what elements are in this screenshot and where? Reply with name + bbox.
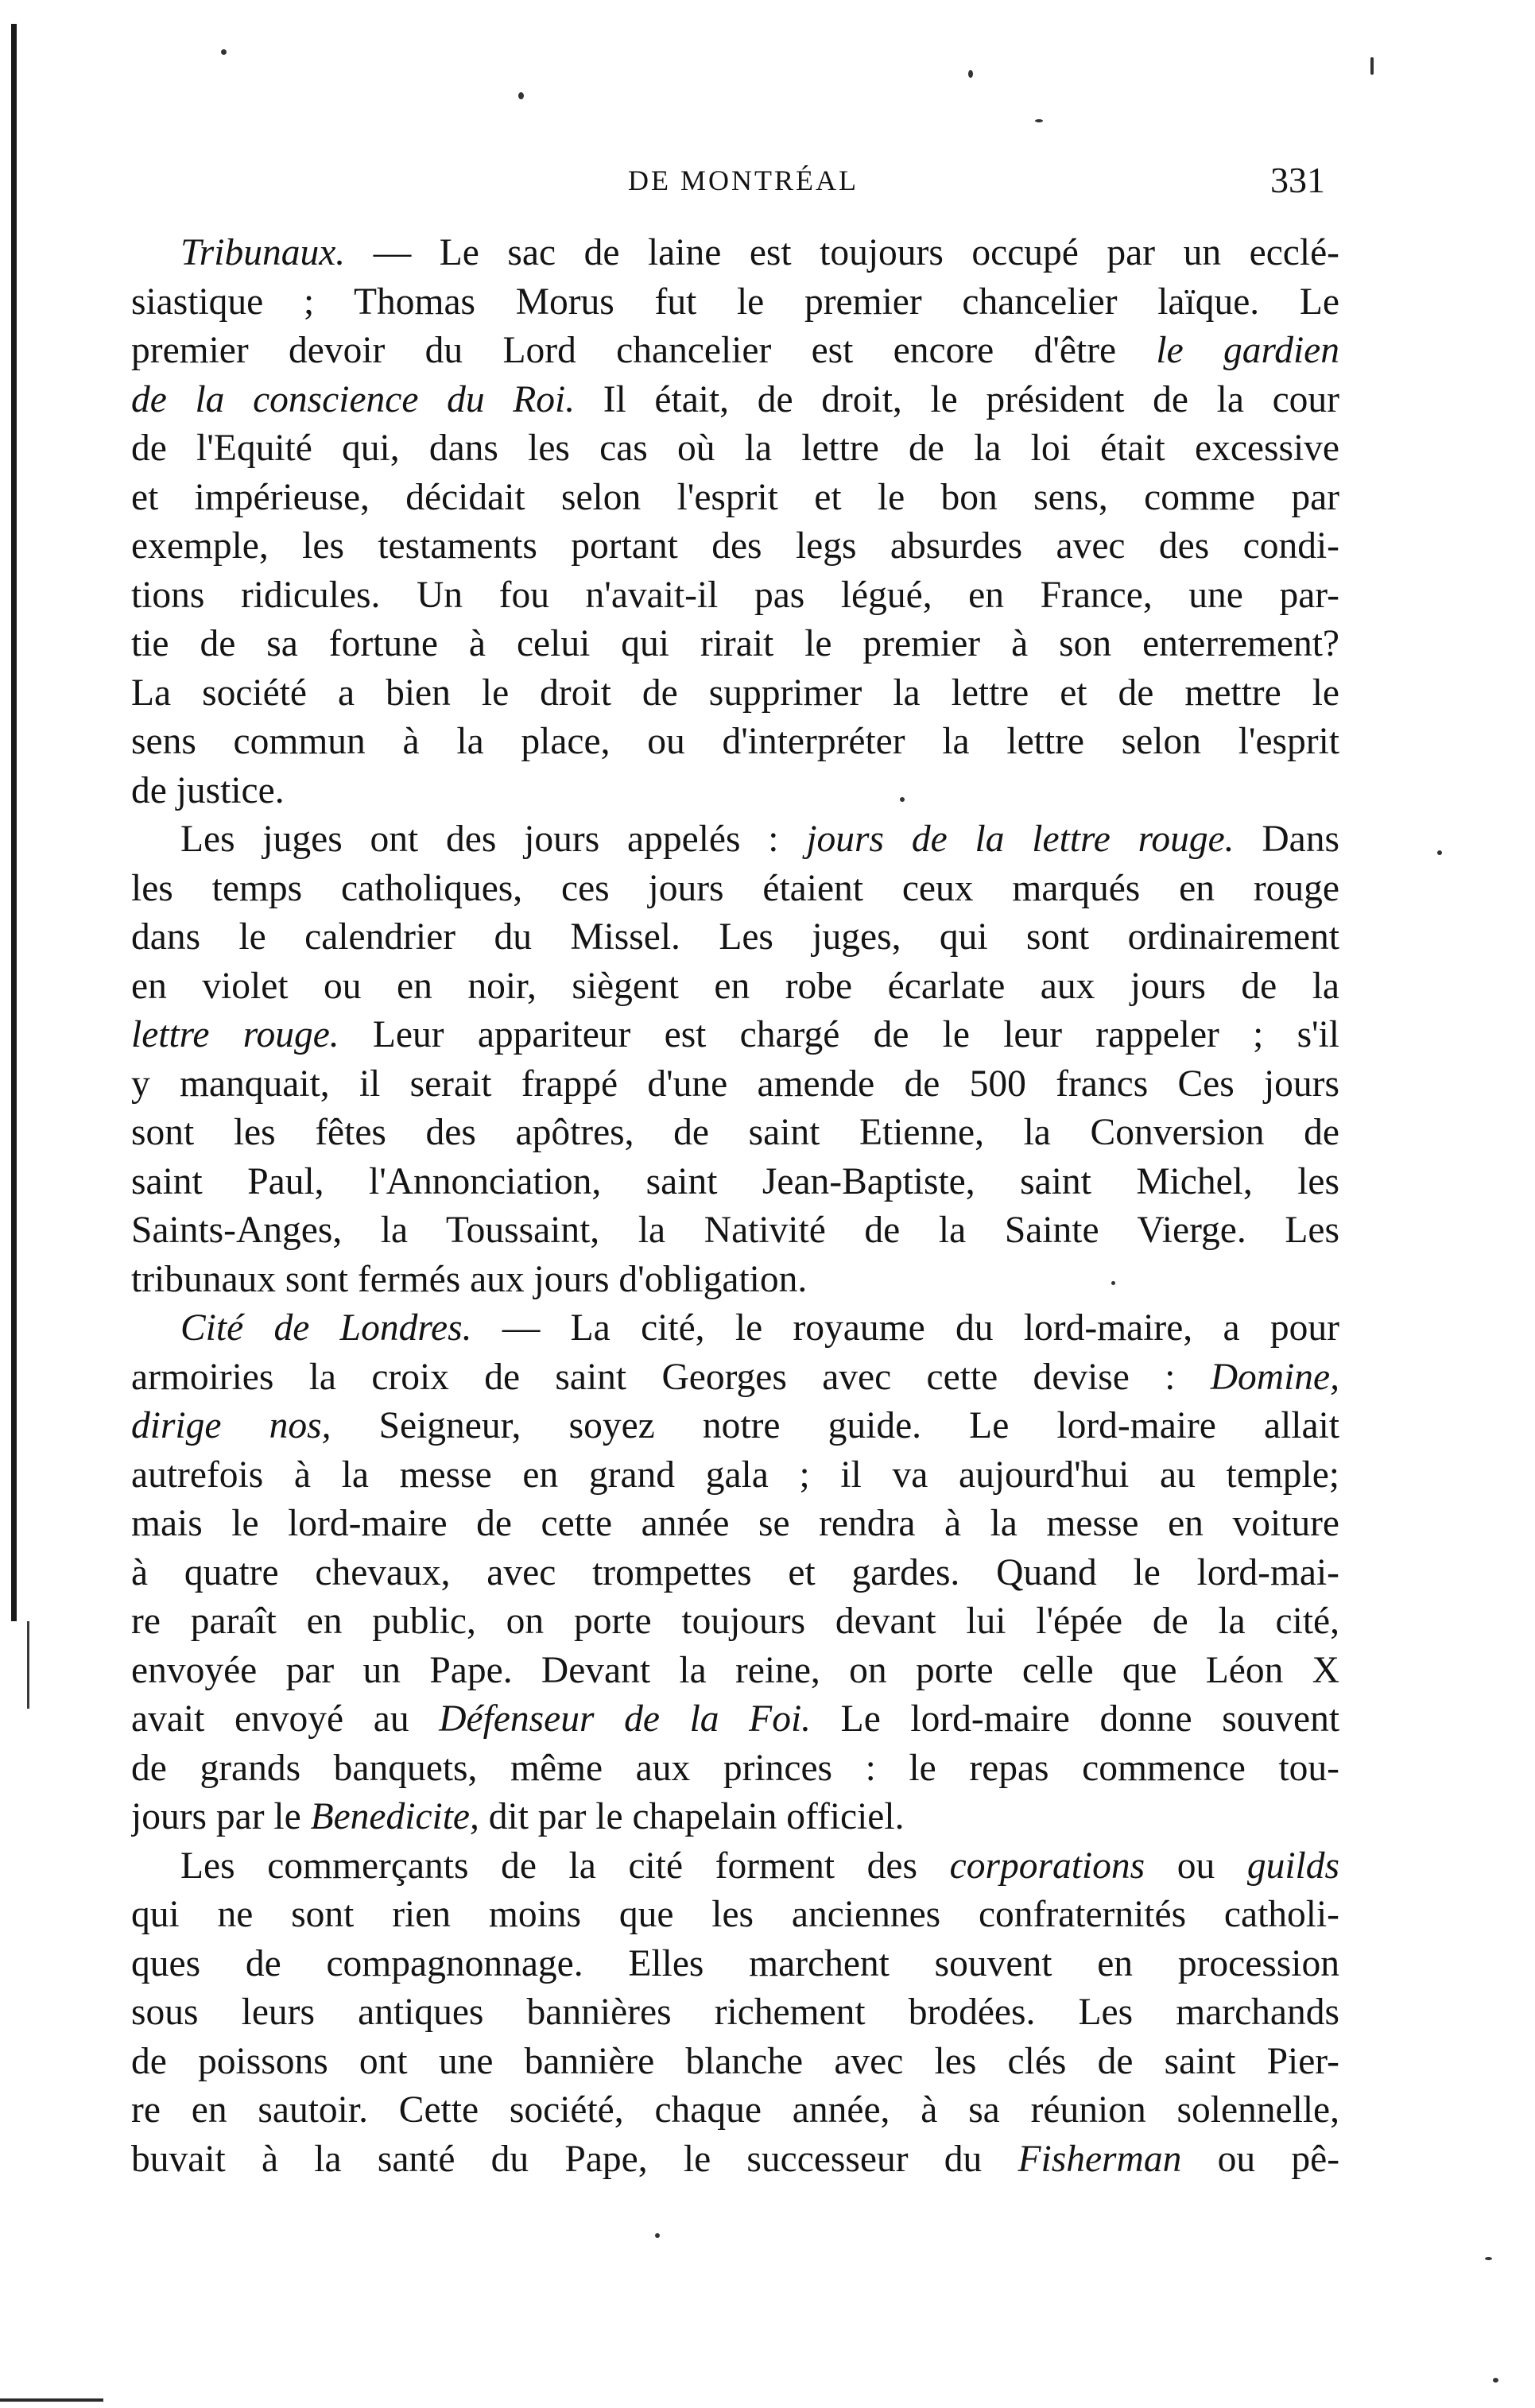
scan-speck xyxy=(968,70,973,78)
line-text: armoiries la croix de saint Georges avec cette devise : xyxy=(131,1356,1211,1398)
text-line xyxy=(131,669,1339,718)
line-text: Dans xyxy=(1234,819,1339,860)
text-line xyxy=(131,2086,1339,2135)
line-text: ques de compagnonnage. Elles marchent souvent en procession xyxy=(131,1942,1339,1984)
line-text: mais le lord-maire de cette année se rendra à la messe en voiture xyxy=(131,1503,1339,1544)
scan-speck xyxy=(1485,2257,1492,2260)
text-line xyxy=(131,1304,1339,1353)
text-line xyxy=(131,815,1339,865)
line-text: Leur appariteur est chargé de le leur rappeler ; s'il xyxy=(339,1014,1339,1055)
line-text: Les juges ont des jours appelés : xyxy=(180,819,807,860)
line-text: re en sautoir. Cette société, chaque année, à sa réunion solennelle, xyxy=(131,2089,1339,2131)
line-text: — La cité, le royaume du lord-maire, a pour xyxy=(471,1307,1339,1349)
scan-speck xyxy=(221,49,227,55)
italic-text: le gardien xyxy=(1156,330,1339,371)
scan-speck xyxy=(518,92,524,99)
line-text: autrefois à la messe en grand gala ; il va aujourd'hui au temple; xyxy=(131,1454,1339,1496)
body-text xyxy=(131,229,1339,2184)
italic-text: jours de la lettre rouge. xyxy=(806,819,1235,860)
italic-text: Défenseur de la Foi. xyxy=(439,1698,812,1740)
text-line xyxy=(131,1158,1339,1207)
line-text: qui ne sont rien moins que les anciennes confraternités catholi- xyxy=(131,1894,1339,1935)
line-text: Seigneur, soyez notre guide. Le lord-maire allait xyxy=(331,1405,1339,1446)
text-line xyxy=(131,1695,1339,1744)
text-line xyxy=(131,2135,1339,2185)
line-text: à quatre chevaux, avec trompettes et gardes. Quand le lord-mai- xyxy=(131,1551,1339,1593)
text-line xyxy=(131,1206,1339,1256)
line-text: de poissons ont une bannière blanche avec les clés de saint Pier- xyxy=(131,2040,1339,2082)
text-line xyxy=(131,1647,1339,1696)
text-line xyxy=(131,1744,1339,1794)
line-text: sont les fêtes des apôtres, de saint Etienne, la Conversion de xyxy=(131,1112,1339,1153)
text-line xyxy=(131,962,1339,1012)
italic-text: guilds xyxy=(1246,1845,1339,1887)
line-text: de justice. xyxy=(131,769,285,811)
text-line xyxy=(131,229,1339,278)
text-line xyxy=(131,718,1339,767)
text-line xyxy=(131,278,1339,327)
text-line xyxy=(131,913,1339,962)
text-line xyxy=(131,1940,1339,1989)
line-text: de l'Equité qui, dans les cas où la lettre de la loi était excessive xyxy=(131,428,1339,469)
line-text: en violet ou en noir, siègent en robe écarlate aux jours de la xyxy=(131,965,1339,1007)
text-line xyxy=(131,474,1339,523)
text-line xyxy=(131,767,1339,816)
line-text: tribunaux sont fermés aux jours d'obligation. xyxy=(131,1258,808,1300)
italic-text: corporations xyxy=(949,1845,1145,1887)
text-line xyxy=(131,1988,1339,2038)
scan-speck xyxy=(655,2233,660,2238)
scan-speck xyxy=(1437,850,1442,855)
scan-speck xyxy=(1370,57,1374,75)
text-line xyxy=(131,1549,1339,1598)
line-text: La société a bien le droit de supprimer la lettre et de mettre le xyxy=(131,672,1339,714)
line-text: re paraît en public, on porte toujours devant lui l'épée de la cité, xyxy=(131,1601,1339,1642)
italic-text: Cité de Londres. xyxy=(180,1307,472,1349)
italic-text: lettre rouge. xyxy=(131,1014,339,1055)
italic-text: Fisherman xyxy=(1018,2138,1182,2180)
line-text: dit par le chapelain officiel. xyxy=(479,1796,905,1837)
scan-left-border xyxy=(11,24,17,1621)
text-line xyxy=(131,865,1339,914)
italic-text: Tribunaux. xyxy=(180,232,346,273)
text-line xyxy=(131,1402,1339,1451)
line-text: envoyée par un Pape. Devant la reine, on porte celle que Léon X xyxy=(131,1649,1339,1691)
text-line xyxy=(131,1011,1339,1060)
line-text: Saints-Anges, la Toussaint, la Nativité de la Sainte Vierge. Les xyxy=(131,1210,1339,1251)
line-text: ou xyxy=(1145,1845,1247,1887)
line-text: premier devoir du Lord chancelier est encore d'être xyxy=(131,330,1157,371)
line-text: tions ridicules. Un fou n'avait-il pas légué, en France, une par- xyxy=(131,574,1339,616)
italic-text: dirige nos, xyxy=(131,1405,331,1446)
line-text: — Le sac de laine est toujours occupé par un ecclé- xyxy=(345,232,1339,273)
text-line xyxy=(131,1500,1339,1549)
text-line xyxy=(131,2038,1339,2087)
line-text: y manquait, il serait frappé d'une amende de 500 francs Ces jours xyxy=(131,1063,1339,1105)
italic-text: de la conscience du Roi. xyxy=(131,378,576,420)
text-line xyxy=(131,1060,1339,1109)
line-text: ou pê- xyxy=(1181,2138,1339,2180)
text-line xyxy=(131,1891,1339,1940)
text-line xyxy=(131,1793,1339,1842)
line-text: de grands banquets, même aux princes : le repas commence tou- xyxy=(131,1747,1339,1789)
line-text: jours par le xyxy=(131,1796,311,1837)
line-text: siastique ; Thomas Morus fut le premier chancelier laïque. Le xyxy=(131,281,1339,323)
line-text: sous leurs antiques bannières richement brodées. Les marchands xyxy=(131,1992,1339,2033)
italic-text: Domine, xyxy=(1210,1356,1339,1398)
line-text: les temps catholiques, ces jours étaient ceux marqués en rouge xyxy=(131,867,1339,909)
running-head: DE MONTRÉAL xyxy=(628,165,859,196)
line-text: tie de sa fortune à celui qui rirait le premier à son enterrement? xyxy=(131,623,1339,664)
page-number: 331 xyxy=(1270,160,1325,200)
text-line xyxy=(131,522,1339,571)
text-line xyxy=(131,1451,1339,1500)
line-text: buvait à la santé du Pape, le successeur du xyxy=(131,2138,1018,2180)
text-line xyxy=(131,424,1339,474)
text-line xyxy=(131,571,1339,621)
scan-bottom-rule xyxy=(0,2398,103,2402)
page-header xyxy=(0,159,1535,203)
line-text: saint Paul, l'Annonciation, saint Jean-Baptiste, saint Michel, les xyxy=(131,1160,1339,1202)
line-text: avait envoyé au xyxy=(131,1698,440,1740)
line-text: Les commerçants de la cité forment des xyxy=(180,1845,950,1887)
line-text: Le lord-maire donne souvent xyxy=(811,1698,1339,1740)
line-text: sens commun à la place, ou d'interpréter la lettre selon l'esprit xyxy=(131,721,1339,762)
text-line xyxy=(131,1597,1339,1647)
scan-speck xyxy=(1493,2378,1498,2383)
line-text: Il était, de droit, le président de la cour xyxy=(575,378,1339,420)
text-line xyxy=(131,376,1339,425)
text-line xyxy=(131,1353,1339,1403)
text-line xyxy=(131,1109,1339,1158)
text-line xyxy=(131,1256,1339,1305)
scan-left-border-fragment xyxy=(27,1621,29,1709)
line-text: et impérieuse, décidait selon l'esprit et le bon sens, comme par xyxy=(131,476,1339,518)
line-text: exemple, les testaments portant des legs absurdes avec des condi- xyxy=(131,525,1339,567)
italic-text: Benedicite, xyxy=(310,1796,479,1837)
text-line xyxy=(131,620,1339,669)
line-text: dans le calendrier du Missel. Les juges, qui sont ordinairement xyxy=(131,916,1339,958)
scan-speck xyxy=(1035,119,1043,122)
text-line xyxy=(131,1842,1339,1891)
text-line xyxy=(131,327,1339,376)
